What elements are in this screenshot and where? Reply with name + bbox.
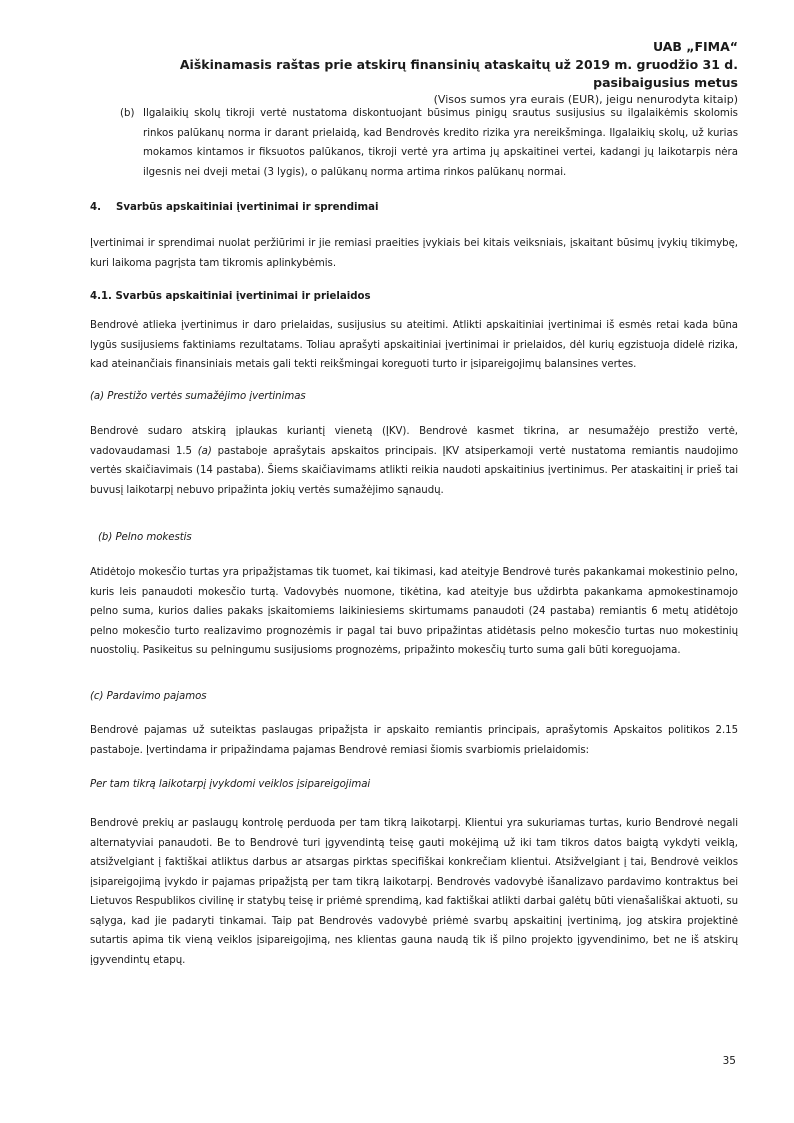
paragraph-reference: (a)	[197, 445, 212, 457]
subsection-c-heading: (c) Pardavimo pajamos	[90, 691, 207, 702]
subsection-a-paragraph	[90, 422, 738, 500]
list-item-label: (b)	[120, 108, 135, 119]
company-name: UAB „FIMA“	[652, 39, 738, 54]
currency-note: (Visos sumos yra eurais (EUR), jeigu nenurodyta kitaip)	[433, 93, 738, 106]
page-number: 35	[722, 1055, 736, 1067]
document-title: Aiškinamasis raštas prie atskirų finansinių ataskaitų už 2019 m. gruodžio 31 d. pasibaigusius metus	[179, 57, 738, 90]
paragraph-part: Bendrovė sudaro atskirą įplaukas kuriantį vienetą (ĮKV). Bendrovė kasmet tikrina, ar nesumažėjo prestižo vertė, vadovaudamasi 1.5	[90, 426, 738, 457]
list-item-b	[90, 104, 738, 184]
subsection-d-paragraph: Bendrovė prekių ar paslaugų kontrolę perduoda per tam tikrą laikotarpį. Klientui yra sukuriamas turtas, kurio Bendrovė negali alternatyviai panaudoti. Be to Bendrovė turi įgyvendintą teisę gauti mokėjimą už iki tam tikros datos baigtą vykdyti veiklą, atsižvelgiant į faktiškai atliktus darbus ar atsargas pirktas specifiškai konkrečiam klientui. Atsižvelgiant į tai, Bendrovė veiklos įsipareigojimą įvykdo ir pajamas pripažįstą per tam tikrą laikotarpį. Bendrovės vadovybė išanalizavo pardavimo kontraktus bei Lietuvos Respublikos civilinę ir statybų teisę ir priėmė sprendimą, kad faktiškai atlikti darbai galėtų būti vienašališkai aktuoti, su sąlyga, kad jie padaryti tinkamai. Taip pat Bendrovės vadovybė priėmė svarbų apskaitinį įvertinimą, jog atskira projektinė sutartis apima tik vieną veiklos įsipareigojimą, nes klientas gauna naudą tik iš pilno projekto įgyvendinimo, bet ne iš atskirų įgyvendintų etapų.	[90, 818, 738, 966]
page-header	[90, 38, 738, 108]
list-item-text: Ilgalaikių skolų tikroji vertė nustatoma diskontuojant būsimus pinigų srautus susijusius su ilgalaikėmis skolomis rinkos palūkanų norma ir darant prielaidą, kad Bendrovės kredito rizika yra nereikšminga. Ilgalaikių skolų, už kurias mokamos kintamos ir fiksuotos palūkanos, tikroji vertė yra artima jų apskaitinei vertei, kadangi jų laikotarpis nėra ilgesnis nei dveji metai (3 lygis), o palūkanų norma artima rinkos palūkanų normai.	[143, 108, 738, 178]
subsection-b-paragraph: Atidėtojo mokesčio turtas yra pripažįstamas tik tuomet, kai tikimasi, kad ateityje Bendrovė turės pakankamai mokestinio pelno, kuris leis panaudoti mokesčio turtą. Vadovybės nuomone, tikėtina, kad ateityje bus uždirbta pakankama apmokestinamojo pelno suma, kurios dalies pakaks įskaitomiems laikiniesiems skirtumams panaudoti (24 pastaba) remiantis 6 metų atidėtojo pelno mokesčio turto realizavimo prognozėmis ir pagal tai buvo pripažintas atidėtasis pelno mokesčio turtas nuo mokestinių nuostolių. Pasikeitus su pelningumu susijusioms prognozėms, pripažinto mokesčių turto suma gali būti koreguojama.	[90, 567, 738, 656]
section-number: 4.	[90, 202, 101, 213]
paragraph-part: pastaboje aprašytais apskaitos principais. ĮKV atsiperkamoji vertė nustatoma remiantis naudojimo vertės skaičiavimais (14 pastaba). Šiems skaičiavimams atlikti reikia naudoti apskaitinius įvertinimus. Per ataskaitinį ir prieš tai buvusį laikotarpį nebuvo pripažinta jokių vertės sumažėjimo sąnaudų.	[90, 445, 738, 496]
subsection-a-heading: (a) Prestižo vertės sumažėjimo įvertinimas	[90, 391, 306, 402]
section-4-1-heading: 4.1. Svarbūs apskaitiniai įvertinimai ir prielaidos	[90, 291, 371, 302]
section-4-1-paragraph: Bendrovė atlieka įvertinimus ir daro prielaidas, susijusius su ateitimi. Atlikti apskaitiniai įvertinimai iš esmės retai kada būna lygūs susijusiems faktiniams rezultatams. Toliau aprašyti apskaitiniai įvertinimai ir prielaidos, dėl kurių egzistuoja didelė rizika, kad ateinančiais finansiniais metais gali tekti reikšmingai koreguoti turto ir įsipareigojimų balansines vertes.	[90, 320, 738, 370]
subsection-d-heading: Per tam tikrą laikotarpį įvykdomi veiklos įsipareigojimai	[90, 779, 371, 790]
subsection-b-heading: (b) Pelno mokestis	[98, 532, 192, 543]
section-title: Svarbūs apskaitiniai įvertinimai ir sprendimai	[116, 202, 379, 213]
subsection-c-paragraph: Bendrovė pajamas už suteiktas paslaugas pripažįsta ir apskaito remiantis principais, aprašytomis Apskaitos politikos 2.15 pastaboje. Įvertindama ir pripažindama pajamas Bendrovė remiasi šiomis svarbiomis prielaidomis:	[90, 725, 738, 756]
section-4-paragraph: Įvertinimai ir sprendimai nuolat peržiūrimi ir jie remiasi praeities įvykiais bei kitais veiksniais, įskaitant būsimų įvykių tikimybę, kuri laikoma pagrįsta tam tikromis aplinkybėmis.	[90, 238, 738, 269]
section-4-heading	[90, 198, 379, 218]
